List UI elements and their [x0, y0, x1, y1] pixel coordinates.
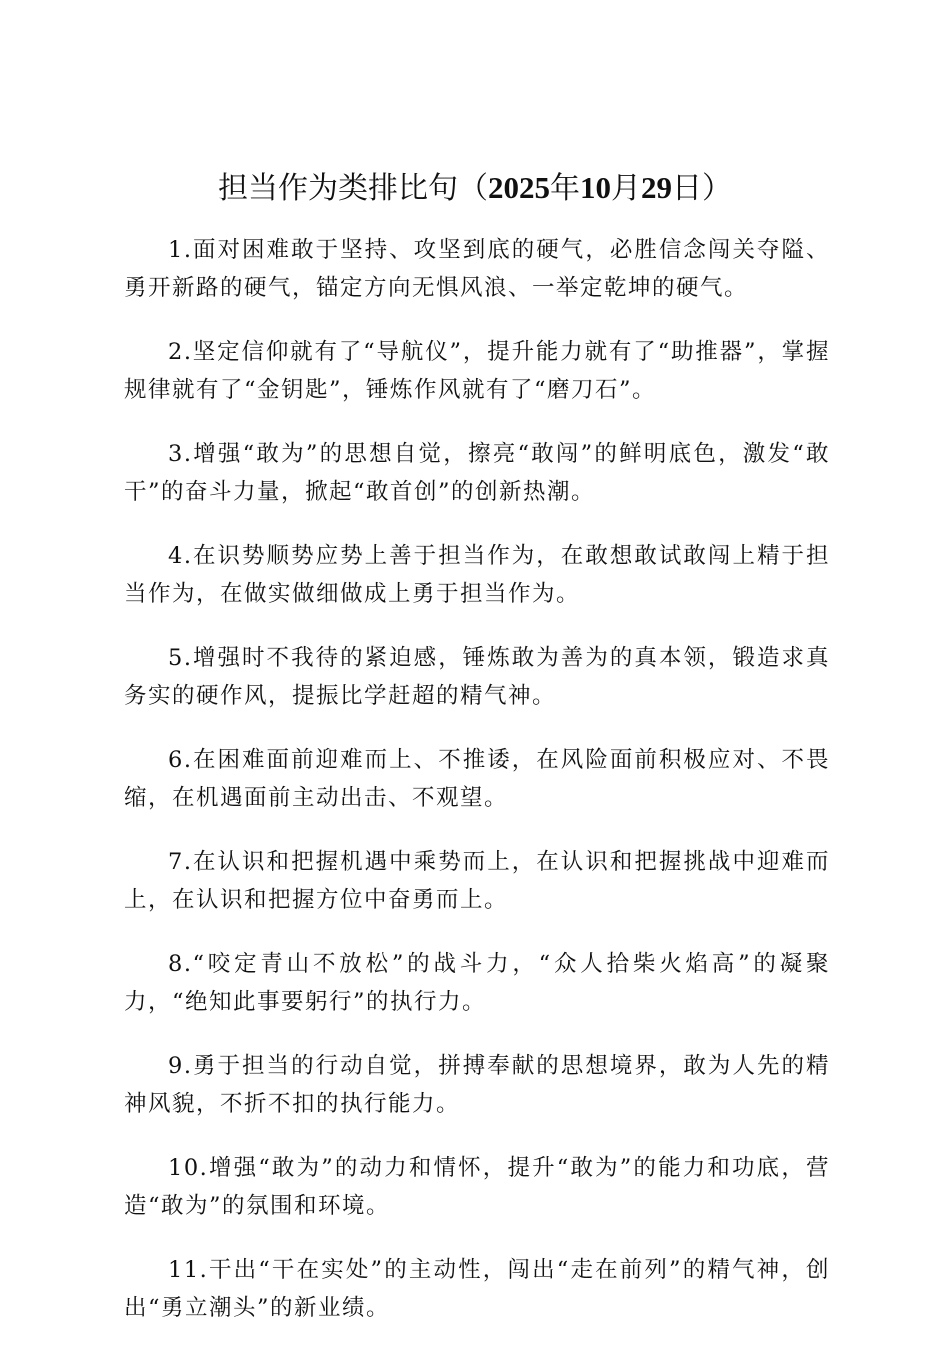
title-month-unit: 月: [611, 171, 641, 206]
list-item: 9.勇于担当的行动自觉，拼搏奉献的思想境界，敢为人先的精神风貌，不折不扣的执行能力。: [124, 1053, 830, 1117]
list-item: 11.干出“干在实处”的主动性，闯出“走在前列”的精气神，创出“勇立潮头”的新业绩。: [124, 1257, 830, 1321]
title-day: 29: [641, 170, 672, 205]
title-year-unit: 年: [550, 171, 580, 206]
document-title: [0, 166, 950, 211]
title-month: 10: [580, 170, 611, 205]
list-item: 10.增强“敢为”的动力和情怀，提升“敢为”的能力和功底，营造“敢为”的氛围和环境。: [124, 1155, 830, 1219]
title-prefix: 担当作为类排比句（: [218, 171, 488, 206]
list-item: 5.增强时不我待的紧迫感，锤炼敢为善为的真本领，锻造求真务实的硬作风，提振比学赶超的精气神。: [124, 645, 830, 709]
list-item: 6.在困难面前迎难而上、不推诿，在风险面前积极应对、不畏缩，在机遇面前主动出击、不观望。: [124, 747, 830, 811]
list-item: 3.增强“敢为”的思想自觉，擦亮“敢闯”的鲜明底色，激发“敢干”的奋斗力量，掀起“敢首创”的创新热潮。: [124, 441, 830, 505]
list-item: 7.在认识和把握机遇中乘势而上，在认识和把握挑战中迎难而上，在认识和把握方位中奋勇而上。: [124, 849, 830, 913]
list-item: 4.在识势顺势应势上善于担当作为，在敢想敢试敢闯上精于担当作为，在做实做细做成上勇于担当作为。: [124, 543, 830, 607]
list-item: 2.坚定信仰就有了“导航仪”，提升能力就有了“助推器”，掌握规律就有了“金钥匙”，锤炼作风就有了“磨刀石”。: [124, 339, 830, 403]
title-year: 2025: [488, 170, 550, 205]
item-list: [124, 231, 830, 1353]
title-suffix: 日）: [672, 171, 732, 206]
list-item: 8.“咬定青山不放松”的战斗力，“众人拾柴火焰高”的凝聚力，“绝知此事要躬行”的执行力。: [124, 951, 830, 1015]
list-item: 1.面对困难敢于坚持、攻坚到底的硬气，必胜信念闯关夺隘、勇开新路的硬气，锚定方向无惧风浪、一举定乾坤的硬气。: [124, 237, 830, 301]
